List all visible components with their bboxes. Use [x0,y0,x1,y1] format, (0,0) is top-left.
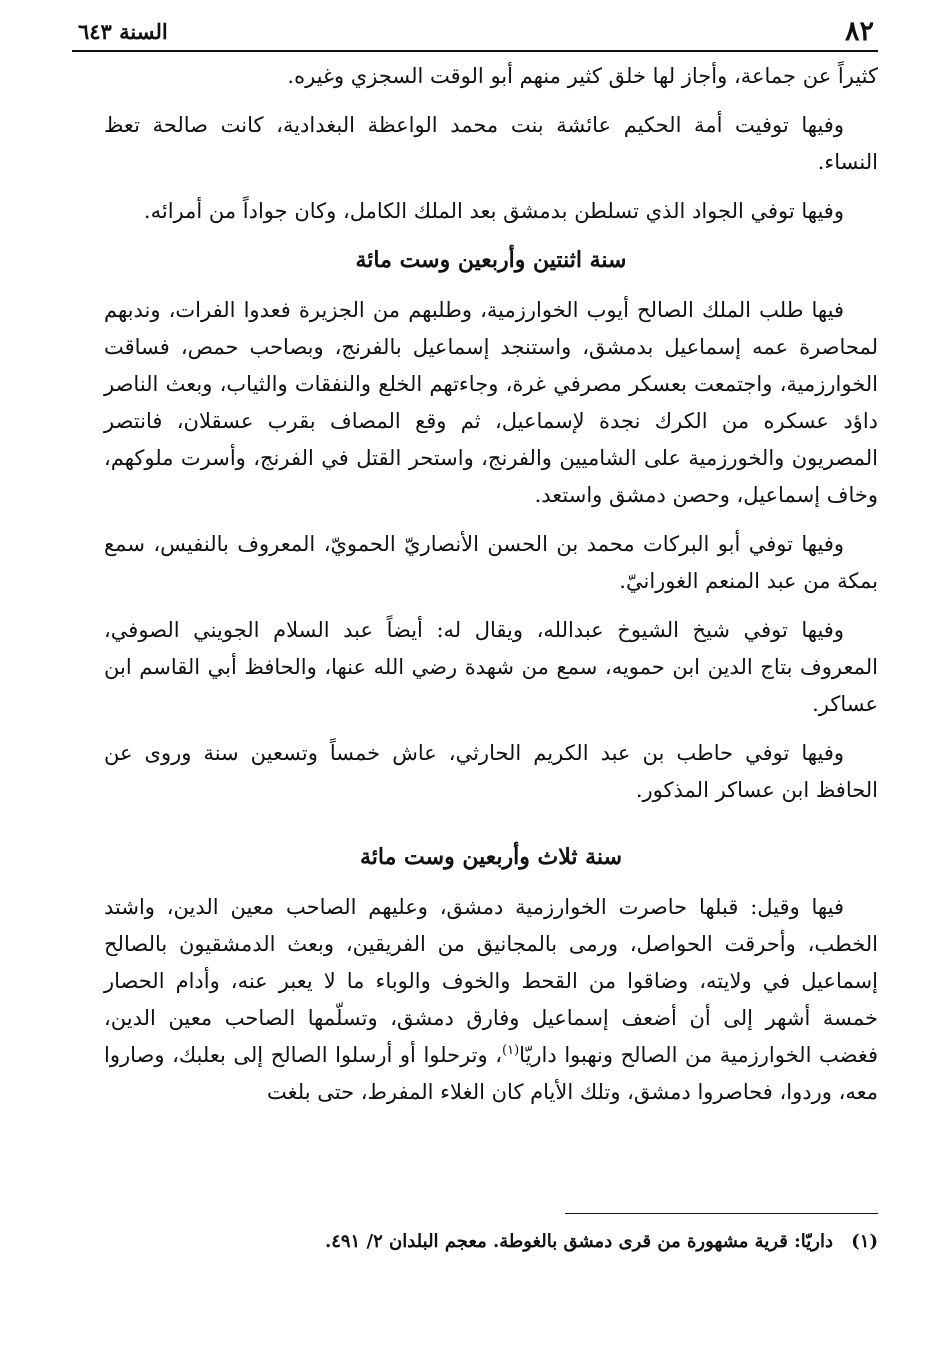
footnote-divider [565,1213,878,1214]
paragraph-text: فيها وقيل: قبلها حاصرت الخوارزمية دمشق، وعليهم الصاحب معين الدين، واشتد الخطب، وأحرقت الحواصل، ورمى بالمجانيق من الفريقين، وبعث الدمشقيون بالصالح إسماعيل في ولايته، وضاقوا من القحط والخوف والوباء ما لا يعبر عنه، وأدام الحصار خمسة أشهر إلى أن أضعف إسماعيل وفارق دمشق، وتسلّمها الصاحب معين الدين، فغضب الخوارزمية من الصالح ونهبوا داريّا [104,895,878,1067]
paragraph: وفيها توفي حاطب بن عبد الكريم الحارثي، عاش خمساً وتسعين سنة وروى عن الحافظ ابن عساكر المذكور. [104,741,878,802]
page-number: ٨٢ [844,16,874,47]
footnote-marker: (١) [851,1231,878,1252]
footnote-reference[interactable]: (١) [502,1043,520,1058]
page-header [72,14,878,52]
paragraph: وفيها توفي الجواد الذي تسلطن بدمشق بعد الملك الكامل، وكان جواداً من أمرائه. [143,199,844,223]
footnote-text: داريّا: قرية مشهورة من قرى دمشق بالغوطة. معجم البلدان ٢/ ٤٩١. [324,1231,833,1252]
section-heading: سنة اثنتين وأربعين وست مائة [355,247,627,273]
main-text [104,58,878,1123]
paragraph: وفيها توفي شيخ الشيوخ عبدالله، ويقال له: أيضاً عبد السلام الجويني الصوفي، المعروف بتاج الدين ابن حمويه، سمع من شهدة رضي الله عنها، والحافظ أبي القاسم ابن عساكر. [104,618,878,716]
paragraph-text: ، وترحلوا أو أرسلوا الصالح إلى بعلبك، وصاروا معه، وردوا، فحاصروا دمشق، وتلك الأيام كان الغلاء المفرط، حتى بلغت [104,1043,878,1104]
paragraph: وفيها توفيت أمة الحكيم عائشة بنت محمد الواعظة البغدادية، كانت صالحة تعظ النساء. [104,113,878,174]
running-head: السنة ٦٤٣ [78,19,168,44]
paragraph: وفيها توفي أبو البركات محمد بن الحسن الأنصاريّ الحمويّ، المعروف بالنفيس، سمع بمكة من عبد المنعم الغورانيّ. [104,532,878,593]
section-heading: سنة ثلاث وأربعين وست مائة [359,844,622,870]
paragraph: كثيراً عن جماعة، وأجاز لها خلق كثير منهم أبو الوقت السجزي وغيره. [287,64,878,88]
footnote [250,1228,878,1256]
paragraph: فيها طلب الملك الصالح أيوب الخوارزمية، وطلبهم من الجزيرة فعدوا الفرات، وندبهم لمحاصرة عمه إسماعيل بدمشق، واستنجد إسماعيل بالفرنج، وبصاحب حمص، فساقت الخوارزمية، واجتمعت بعسكر مصرفي غرة، وجاءتهم الخلع والنفقات والثياب، وبعث الناصر داؤد عسكره من الكرك نجدة لإسماعيل، ثم وقع المصاف بقرب عسقلان، فانتصر المصريون والخورزمية على الشاميين والفرنج، واستحر القتل في الفرنج، وأسرت ملوكهم، وخاف إسماعيل، وحصن دمشق واستعد. [104,298,879,507]
paragraph [104,889,878,1111]
